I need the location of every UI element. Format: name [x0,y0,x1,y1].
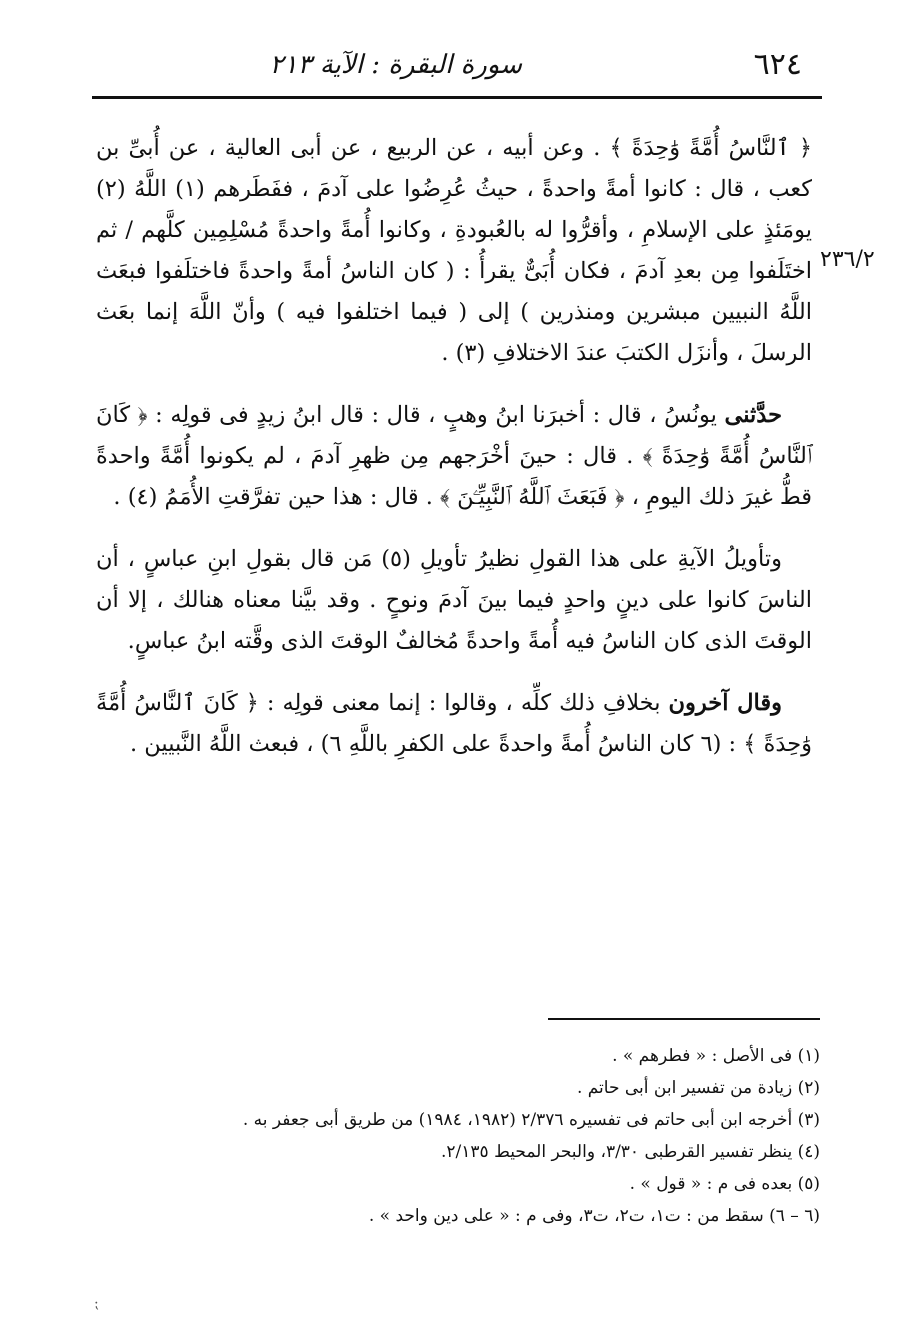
paragraph-lead: حدَّثنى [724,402,782,428]
page-number: ٦٢٤ [753,47,802,82]
paragraph-1 [96,128,812,374]
paragraph-text: بخلافِ ذلك كلِّه ، وقالوا : إنما معنى قولِه : ﴿ كَانَ ٱلنَّاسُ أُمَّةً وَٰحِدَةً ﴾ : (٦ كان الناسُ أُمةً واحدةً على الكفرِ باللَّهِ ٦) ، فبعث اللَّهُ النَّبيين . [96,690,812,757]
paragraph-4 [96,683,812,765]
footnote-2: (٢) زيادة من تفسير ابن أبى حاتم . [576,1078,820,1098]
paragraph-3 [96,539,812,662]
paragraph-text: يونُسُ ، قال : أخبرَنا ابنُ وهبٍ ، قال : قال ابنُ زيدٍ فى قولِه : ﴿ كَانَ ٱلنَّاسُ أُمَّةً وَٰحِدَةً ﴾ . قال : حينَ أخْرَجهم مِن ظهرِ آدمَ ، لم يكونوا أُمَّةً واحدةً قطُّ غيرَ ذلك اليومِ ، ﴿ فَبَعَثَ ٱللَّهُ ٱلنَّبِيِّـۧنَ ﴾ . قال : هذا حين تفرَّقتِ الأُمَمُ (٤) . [96,402,812,510]
footnotes [180,1040,820,1232]
footnote-5: (٥) بعده فى م : « قول » . [629,1174,820,1194]
paragraph-text: وتأويلُ الآيةِ على هذا القولِ نظيرُ تأويلِ (٥) مَن قال بقولِ ابنِ عباسٍ ، أن الناسَ كانوا على دينٍ واحدٍ فيما بينَ آدمَ ونوحٍ . وقد بيَّنا معناه هنالك ، إلا أن الوقتَ الذى كان الناسُ فيه أُمةً واحدةً مُخالفٌ الوقتَ الذى وقَّته ابنُ عباسٍ. [96,546,812,654]
footnote-1: (١) فى الأصل : « فطرهم » . [612,1046,820,1066]
paragraph-2 [96,395,812,518]
header-rule [92,96,822,99]
margin-reference: ٢٣٦/٢ [820,247,875,272]
paragraph-lead: وقال آخرون [668,690,782,716]
main-text [96,128,812,765]
footnote-6: (٦ – ٦) سقط من : ت١، ت٢، ت٣، وفى م : « على دين واحد » . [368,1206,820,1226]
footnote-rule [548,1018,820,1020]
footnote-4: (٤) ينظر تفسير القرطبى ٣/٣٠، والبحر المحيط ٢/١٣٥. [441,1142,820,1162]
page-header [92,44,822,88]
footnote-3: (٣) أخرجه ابن أبى حاتم فى تفسيره ٢/٣٧٦ (١٩٨٢، ١٩٨٤) من طريق أبى جعفر به . [242,1110,820,1130]
running-title: سورة البقرة : الآية ٢١٣ [269,50,522,80]
paragraph-text: ﴿ ٱلنَّاسُ أُمَّةً وَٰحِدَةً ﴾ . وعن أبيه ، عن الربيع ، عن أبى العالية ، عن أُبىِّ بن كعب ، قال : كانوا أمةً واحدةً ، حيثُ عُرِضُوا على آدمَ ، ففَطَرهم (١) اللَّهُ (٢) يومَئذٍ على الإسلامِ ، وأقرُّوا له بالعُبودةِ ، وكانوا أُمةً واحدةً مُسْلِمِين كلَّهم / ثم اختَلَفوا مِن بعدِ آدمَ ، فكان أُبَىٌّ يقرأُ : ( كان الناسُ أمةً واحدةً فاختلَفوا فبعَث اللَّهُ النبيين مبشرين ومنذرين ) إلى ( فيما اختلفوا فيه ) وأنّ اللَّهَ إنما بعَث الرسلَ ، وأنزَل الكتبَ عندَ الاختلافِ (٣) . [96,135,812,366]
margin-mark: ⁏ [94,1296,99,1312]
